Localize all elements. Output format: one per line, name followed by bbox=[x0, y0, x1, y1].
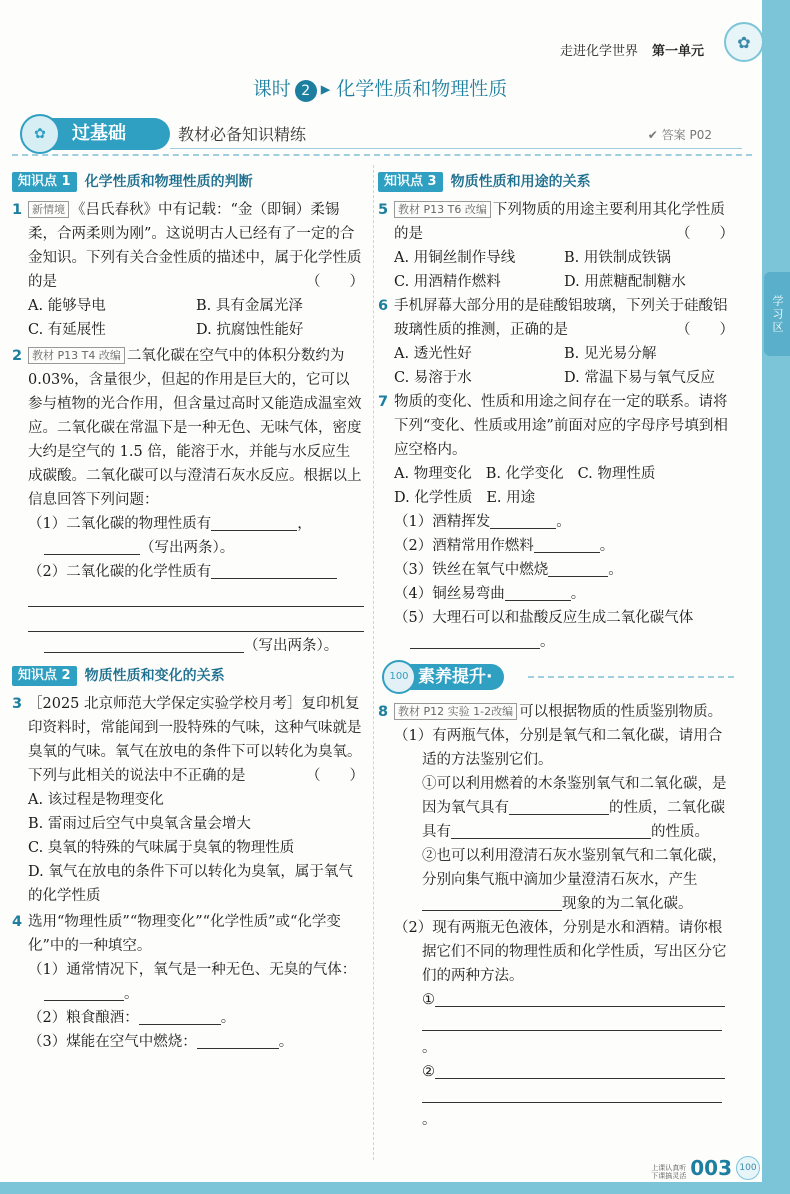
lesson-title bbox=[0, 74, 760, 102]
option[interactable]: B. 具有金属光泽 bbox=[196, 298, 303, 314]
options bbox=[28, 294, 364, 342]
question-number: 2 bbox=[12, 348, 23, 364]
arrow-icon: ▸ bbox=[320, 78, 331, 100]
sub-question bbox=[394, 916, 734, 988]
question-6 bbox=[378, 294, 734, 390]
period: 。 bbox=[220, 1010, 236, 1026]
answer-blank[interactable] bbox=[139, 1008, 221, 1025]
page-number: 003 bbox=[690, 1156, 732, 1180]
answer-blank[interactable] bbox=[211, 514, 297, 531]
period: 。 bbox=[422, 1112, 437, 1128]
left-column bbox=[12, 168, 364, 1054]
period: 。 bbox=[570, 586, 586, 602]
mascot-icon: ✿ bbox=[724, 22, 764, 62]
kp-badge: 知识点 1 bbox=[12, 172, 77, 192]
option[interactable]: A. 用铜丝制作导线 bbox=[394, 250, 516, 266]
answer-blank[interactable] bbox=[451, 822, 651, 839]
option[interactable]: C. 易溶于水 bbox=[394, 370, 472, 386]
answer-ref-text: 答案 P02 bbox=[661, 128, 712, 142]
option[interactable]: B. 用铁制成铁锅 bbox=[564, 250, 671, 266]
lesson-name: 化学性质和物理性质 bbox=[336, 78, 508, 100]
option[interactable]: A. 透光性好 bbox=[394, 346, 472, 362]
question-2 bbox=[12, 344, 364, 658]
answer-paren[interactable]: （ ） bbox=[676, 322, 734, 338]
dashed-divider bbox=[528, 676, 734, 678]
column-divider bbox=[373, 165, 374, 1160]
question-text: 下列物质的用途主要利用其化学性质的是 bbox=[394, 202, 725, 242]
period: 。 bbox=[422, 1040, 437, 1056]
source-tag: 教材 P13 T4 改编 bbox=[28, 347, 125, 364]
sub-question-cont bbox=[28, 634, 364, 658]
question-text: 二氧化碳在空气中的体积分数约为 0.03%，含量很少，但起的作用是巨大的，它可以参与植物的光合作用，但含量过高时又能造成温室效应。二氧化碳在常温下是一种无色、无味气体，密度大约是空气的 1.5 倍，能溶于水，并能与水反应生成碳酸。二氧化碳可以与澄清石灰水反应。根据以上信息回答下列问题： bbox=[28, 348, 362, 508]
period: 。 bbox=[608, 562, 623, 578]
question-3 bbox=[12, 692, 364, 908]
question-text: 可以根据物质的性质鉴别物质。 bbox=[519, 704, 723, 720]
sub-item-text: 的性质，二氧化碳具有 bbox=[422, 800, 725, 840]
literacy-badge: 素养提升· bbox=[408, 664, 504, 690]
option[interactable]: D. 抗腐蚀性能好 bbox=[196, 322, 304, 338]
sub-question-text: （4）铜丝易弯曲 bbox=[394, 586, 505, 602]
options bbox=[394, 342, 734, 390]
sub-question-text: （1）二氧化碳的物理性质有 bbox=[28, 516, 212, 532]
sub-question bbox=[28, 1006, 364, 1030]
question-number: 8 bbox=[378, 704, 389, 720]
question-text: 物质的变化、性质和用途之间存在一定的联系。请将下列“变化、性质或用途”前面对应的字母序号填到相应空格内。 bbox=[394, 394, 728, 458]
answer-blank[interactable] bbox=[422, 894, 562, 911]
question-text: 选用“物理性质”“物理变化”“化学性质”或“化学变化”中的一种填空。 bbox=[28, 914, 341, 954]
banner-underline bbox=[170, 148, 742, 149]
period: 。 bbox=[556, 514, 571, 530]
sub-question bbox=[394, 558, 734, 582]
question-text: 手机屏幕大部分用的是硅酸铝玻璃，下列关于硅酸铝玻璃性质的推测，正确的是 bbox=[394, 298, 728, 338]
sub-question-text: （5）大理石可以和盐酸反应生成二氧化碳气体 bbox=[394, 610, 694, 626]
right-column bbox=[378, 168, 734, 1132]
kp-title: 物质性质和变化的关系 bbox=[84, 668, 225, 684]
sub-question-cont bbox=[28, 536, 364, 560]
answer-blank[interactable] bbox=[505, 584, 571, 601]
answer-blank[interactable] bbox=[509, 798, 609, 815]
answer-blank[interactable] bbox=[534, 536, 600, 553]
knowledge-point-3 bbox=[378, 170, 734, 194]
method-1-cont bbox=[394, 1012, 734, 1060]
sub-question bbox=[394, 606, 734, 630]
bottom-edge-bar bbox=[0, 1182, 790, 1194]
option[interactable]: B. 雷雨过后空气中臭氧含量会增大 bbox=[28, 816, 251, 832]
question-5 bbox=[378, 198, 734, 294]
question-number: 7 bbox=[378, 394, 389, 410]
answer-blank[interactable] bbox=[44, 538, 140, 555]
dashed-divider bbox=[12, 154, 752, 156]
option[interactable]: C. 臭氧的特殊的气味属于臭氧的物理性质 bbox=[28, 840, 295, 856]
option[interactable]: A. 能够导电 bbox=[28, 298, 106, 314]
method-1 bbox=[394, 988, 734, 1012]
option[interactable]: C. 用酒精作燃料 bbox=[394, 274, 501, 290]
period: 。 bbox=[540, 634, 555, 650]
sub-question-cont bbox=[28, 982, 364, 1006]
answer-line[interactable] bbox=[28, 609, 364, 632]
question-1 bbox=[12, 198, 364, 342]
comma: ， bbox=[297, 516, 312, 532]
right-edge-bar bbox=[762, 0, 790, 1194]
answer-blank[interactable] bbox=[422, 1014, 722, 1031]
option[interactable]: C. 有延展性 bbox=[28, 322, 106, 338]
question-4 bbox=[12, 910, 364, 1054]
kp-badge: 知识点 3 bbox=[378, 172, 443, 192]
options bbox=[394, 462, 734, 486]
answer-line[interactable] bbox=[28, 584, 364, 607]
method-2-cont bbox=[394, 1084, 734, 1132]
answer-blank[interactable] bbox=[548, 560, 608, 577]
mascot-icon: ✿ bbox=[20, 114, 60, 154]
side-tab: 学习区 bbox=[764, 272, 790, 356]
sub-question bbox=[394, 582, 734, 606]
question-number: 3 bbox=[12, 696, 23, 712]
source-tag: 新情境 bbox=[28, 201, 69, 218]
option: A. 物理变化 bbox=[394, 466, 472, 482]
option: D. 化学性质 bbox=[394, 490, 473, 506]
option[interactable]: D. 氧气在放电的条件下可以转化为臭氧，属于氧气的化学性质 bbox=[28, 864, 353, 904]
section-banner bbox=[20, 118, 742, 150]
question-number: 1 bbox=[12, 202, 23, 218]
footer-slogan: 上课认真听 下课搞灵活 bbox=[651, 1164, 687, 1180]
sub-question-text: （1）通常情况下，氧气是一种无色、无臭的气体： bbox=[28, 962, 357, 978]
answer-blank[interactable] bbox=[211, 562, 337, 579]
sub-item-text: 现象的为二氧化碳。 bbox=[562, 896, 693, 912]
sub-question bbox=[28, 958, 364, 982]
page-footer bbox=[646, 1156, 760, 1180]
source-tag: 教材 P13 T6 改编 bbox=[394, 201, 491, 218]
sub-question-text: （2）二氧化碳的化学性质有 bbox=[28, 564, 212, 580]
sub-question bbox=[28, 512, 364, 536]
sub-question-text: （1）有两瓶气体，分别是氧气和二氧化碳，请用合适的方法鉴别它们。 bbox=[394, 728, 723, 768]
answer-paren[interactable]: （ ） bbox=[676, 226, 734, 242]
knowledge-point-2 bbox=[12, 664, 364, 688]
answer-blank[interactable] bbox=[435, 1062, 725, 1079]
mascot-icon: 100 bbox=[736, 1156, 760, 1180]
method-marker: ① bbox=[422, 992, 435, 1008]
answer-blank[interactable] bbox=[197, 1032, 279, 1049]
sub-item bbox=[394, 772, 734, 844]
answer-blank[interactable] bbox=[490, 512, 556, 529]
sub-question-text: （1）酒精挥发 bbox=[394, 514, 491, 530]
answer-blank[interactable] bbox=[44, 984, 124, 1001]
answer-ref bbox=[648, 126, 712, 143]
mascot-icon: 100 bbox=[382, 660, 416, 694]
sub-question-cont bbox=[394, 630, 734, 654]
literacy-banner bbox=[378, 662, 734, 694]
question-8 bbox=[378, 700, 734, 1132]
sub-question bbox=[28, 1030, 364, 1054]
question-number: 4 bbox=[12, 914, 23, 930]
method-marker: ② bbox=[422, 1064, 435, 1080]
sub-question bbox=[394, 534, 734, 558]
sub-question-text: （2）粮食酿酒： bbox=[28, 1010, 139, 1026]
sub-question-text: （写出两条）。 bbox=[140, 540, 235, 556]
option: E. 用途 bbox=[486, 490, 536, 506]
question-text: 《吕氏春秋》中有记载：“金（即铜）柔锡柔，合两柔则为刚”。这说明古人已经有了一定的合金知识。下列有关合金性质的描述中，属于化学性质的是 bbox=[28, 202, 362, 290]
question-number: 5 bbox=[378, 202, 389, 218]
sub-question bbox=[394, 724, 734, 772]
sub-item-text: ①可以利用燃着的木条鉴别氧气和二氧化碳，是因为氧气具有 bbox=[422, 776, 727, 816]
source-tag: 教材 P12 实验 1-2改编 bbox=[394, 703, 517, 720]
period: 。 bbox=[124, 986, 139, 1002]
sub-question bbox=[28, 560, 364, 584]
kp-title: 物质性质和用途的关系 bbox=[450, 174, 591, 190]
answer-blank[interactable] bbox=[435, 990, 725, 1007]
answer-blank[interactable] bbox=[422, 1086, 722, 1103]
running-header bbox=[560, 40, 704, 59]
option: C. 物理性质 bbox=[577, 466, 656, 482]
sub-item-text: ②也可以利用澄清石灰水鉴别氧气和二氧化碳，分别向集气瓶中滴加少量澄清石灰水，产生 bbox=[422, 848, 727, 888]
method-2 bbox=[394, 1060, 734, 1084]
sub-question bbox=[394, 510, 734, 534]
question-text: ［2025 北京师范大学保定实验学校月考］复印机复印资料时，常能闻到一股特殊的气味，这种气味就是臭氧的气味。氧气在放电的条件下可以转化为臭氧。下列与此相关的说法中不正确的是 bbox=[28, 696, 362, 784]
answer-paren[interactable]: （ ） bbox=[306, 768, 364, 784]
sub-question-text: （2）酒精常用作燃料 bbox=[394, 538, 534, 554]
book-title: 走进化学世界 bbox=[560, 44, 639, 59]
kp-badge: 知识点 2 bbox=[12, 666, 77, 686]
unit-title: 第一单元 bbox=[652, 44, 705, 59]
question-number: 6 bbox=[378, 298, 389, 314]
question-7 bbox=[378, 390, 734, 654]
section-subtitle: 教材必备知识精练 bbox=[178, 125, 307, 144]
option: B. 化学变化 bbox=[485, 466, 564, 482]
kp-title: 化学性质和物理性质的判断 bbox=[84, 174, 253, 190]
sub-question-text: （3）煤能在空气中燃烧： bbox=[28, 1034, 197, 1050]
knowledge-point-1 bbox=[12, 170, 364, 194]
answer-blank[interactable] bbox=[44, 636, 244, 653]
answer-paren[interactable]: （ ） bbox=[306, 274, 364, 290]
check-icon: ✔ bbox=[647, 128, 662, 142]
sub-item bbox=[394, 844, 734, 916]
option[interactable]: B. 见光易分解 bbox=[564, 346, 657, 362]
option[interactable]: D. 常温下易与氧气反应 bbox=[564, 370, 715, 386]
section-badge: 过基础 bbox=[28, 118, 170, 150]
period: 。 bbox=[599, 538, 615, 554]
options bbox=[394, 486, 734, 510]
sub-question-text: （3）铁丝在氧气中燃烧 bbox=[394, 562, 549, 578]
sub-question-text: （2）现有两瓶无色液体，分别是水和酒精。请你根据它们不同的物理性质和化学性质，写出区分它们的两种方法。 bbox=[394, 920, 727, 984]
lesson-prefix: 课时 bbox=[252, 78, 291, 100]
sub-item-text: 的性质。 bbox=[651, 824, 709, 840]
period: 。 bbox=[278, 1034, 294, 1050]
option[interactable]: A. 该过程是物理变化 bbox=[28, 792, 164, 808]
options bbox=[394, 246, 734, 294]
option[interactable]: D. 用蔗糖配制糖水 bbox=[564, 274, 686, 290]
lesson-number: 2 bbox=[295, 80, 317, 102]
answer-blank[interactable] bbox=[410, 632, 540, 649]
sub-question-text: （写出两条）。 bbox=[244, 638, 339, 654]
